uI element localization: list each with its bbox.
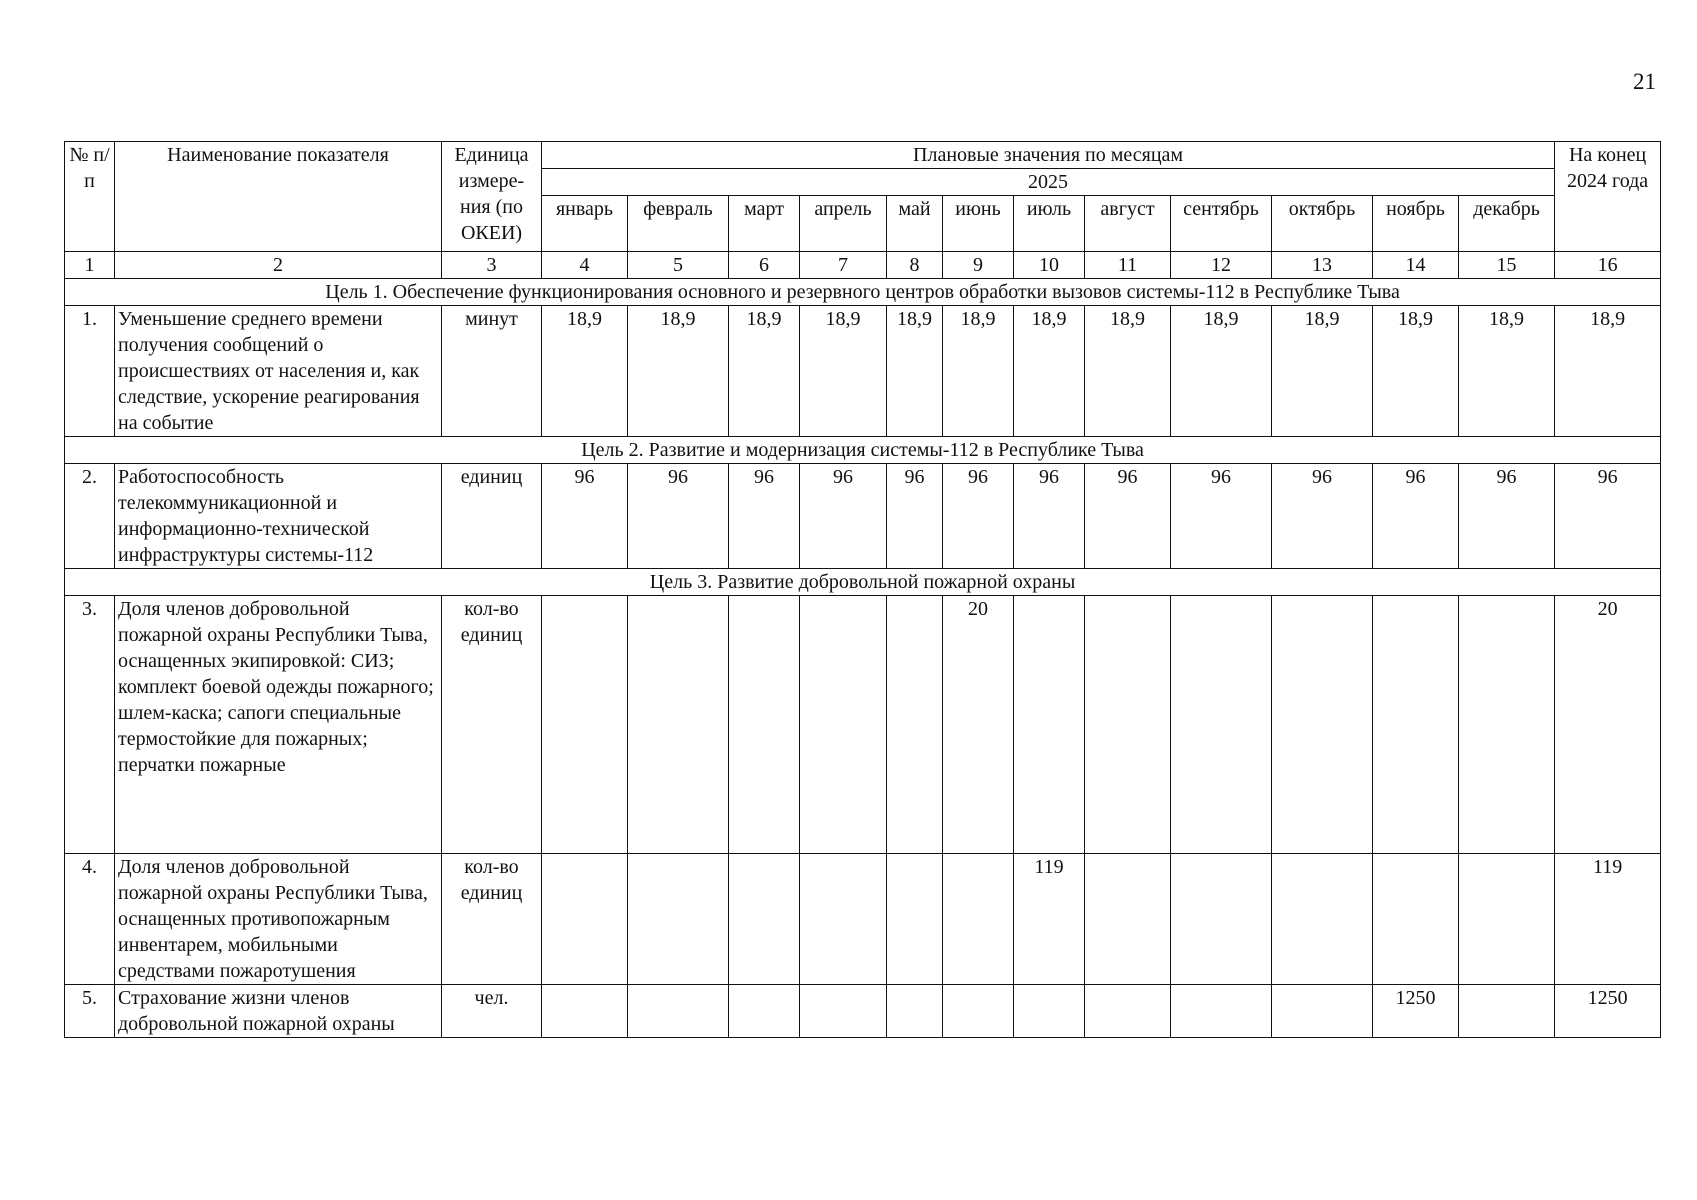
table-row	[65, 985, 1661, 1038]
month-value	[1014, 985, 1085, 1038]
column-number: 7	[800, 252, 887, 279]
table-row	[65, 596, 1661, 854]
month-value	[943, 985, 1014, 1038]
month-value	[887, 854, 943, 985]
month-value: 1250	[1373, 985, 1459, 1038]
col-header-end: На конец 2024 года	[1555, 142, 1661, 252]
month-value: 96	[1014, 464, 1085, 569]
month-value: 18,9	[542, 306, 628, 437]
month-header: май	[887, 196, 943, 252]
goal-row	[65, 279, 1661, 306]
month-value: 96	[1171, 464, 1272, 569]
month-header: сентябрь	[1171, 196, 1272, 252]
month-value	[542, 854, 628, 985]
column-number: 2	[115, 252, 442, 279]
column-number: 8	[887, 252, 943, 279]
col-header-num: № п/п	[65, 142, 115, 252]
end-value: 119	[1555, 854, 1661, 985]
month-value	[1272, 985, 1373, 1038]
row-num: 2.	[65, 464, 115, 569]
row-num: 1.	[65, 306, 115, 437]
month-value	[1085, 596, 1171, 854]
indicator-name: Доля членов добровольной пожарной охраны Республики Тыва, оснащенных противопожарным инвентарем, мобильными средствами пожаротушения	[115, 854, 442, 985]
column-number: 16	[1555, 252, 1661, 279]
month-value	[729, 596, 800, 854]
month-value: 18,9	[1085, 306, 1171, 437]
month-value	[729, 985, 800, 1038]
month-header: июнь	[943, 196, 1014, 252]
month-value: 96	[1085, 464, 1171, 569]
month-value: 20	[943, 596, 1014, 854]
month-value	[1014, 596, 1085, 854]
col-header-unit: Единица измере- ния (по ОКЕИ)	[442, 142, 542, 252]
month-value	[800, 596, 887, 854]
plan-values-table	[64, 141, 1661, 1038]
month-value: 96	[800, 464, 887, 569]
month-value	[1373, 596, 1459, 854]
indicator-name: Уменьшение среднего времени получения сообщений о происшествиях от населения и, как следствие, ускорение реагирования на событие	[115, 306, 442, 437]
month-value: 96	[1373, 464, 1459, 569]
column-number: 4	[542, 252, 628, 279]
month-value: 18,9	[1272, 306, 1373, 437]
month-value	[1171, 596, 1272, 854]
column-number: 15	[1459, 252, 1555, 279]
month-value	[887, 985, 943, 1038]
row-num: 5.	[65, 985, 115, 1038]
column-number: 9	[943, 252, 1014, 279]
goal-title: Цель 2. Развитие и модернизация системы-112 в Республике Тыва	[65, 437, 1661, 464]
month-value	[1459, 985, 1555, 1038]
month-value	[1085, 985, 1171, 1038]
table-row	[65, 306, 1661, 437]
unit: единиц	[442, 464, 542, 569]
indicator-name: Страхование жизни членов добровольной пожарной охраны	[115, 985, 442, 1038]
month-header: октябрь	[1272, 196, 1373, 252]
month-value: 18,9	[1014, 306, 1085, 437]
column-number: 3	[442, 252, 542, 279]
col-header-plan: Плановые значения по месяцам	[542, 142, 1555, 169]
month-value: 18,9	[943, 306, 1014, 437]
month-value: 18,9	[1373, 306, 1459, 437]
month-value	[887, 596, 943, 854]
month-value	[1459, 596, 1555, 854]
end-value: 20	[1555, 596, 1661, 854]
month-value	[1373, 854, 1459, 985]
row-num: 3.	[65, 596, 115, 854]
month-header: март	[729, 196, 800, 252]
column-number-row	[65, 252, 1661, 279]
month-value	[628, 854, 729, 985]
month-value	[1085, 854, 1171, 985]
month-value: 18,9	[628, 306, 729, 437]
column-number: 5	[628, 252, 729, 279]
unit: чел.	[442, 985, 542, 1038]
month-value: 18,9	[800, 306, 887, 437]
indicator-name: Доля членов добровольной пожарной охраны Республики Тыва, оснащенных экипировкой: СИЗ; комплект боевой одежды пожарного; шлем-каска; сапоги специальные термостойкие для пожарных; перчатки пожарные	[115, 596, 442, 854]
end-value: 1250	[1555, 985, 1661, 1038]
month-value	[800, 985, 887, 1038]
month-value: 96	[628, 464, 729, 569]
end-value: 96	[1555, 464, 1661, 569]
column-number: 14	[1373, 252, 1459, 279]
column-number: 13	[1272, 252, 1373, 279]
month-value	[943, 854, 1014, 985]
month-value	[1272, 596, 1373, 854]
month-value: 18,9	[729, 306, 800, 437]
month-value	[542, 596, 628, 854]
end-value: 18,9	[1555, 306, 1661, 437]
month-header: январь	[542, 196, 628, 252]
unit: минут	[442, 306, 542, 437]
month-value	[800, 854, 887, 985]
row-num: 4.	[65, 854, 115, 985]
month-value: 18,9	[887, 306, 943, 437]
header-row-1	[65, 142, 1661, 169]
month-header: ноябрь	[1373, 196, 1459, 252]
page-number: 21	[1633, 69, 1656, 94]
col-header-year: 2025	[542, 169, 1555, 196]
col-header-name: Наименование показателя	[115, 142, 442, 252]
column-number: 11	[1085, 252, 1171, 279]
goal-title: Цель 3. Развитие добровольной пожарной охраны	[65, 569, 1661, 596]
month-value	[542, 985, 628, 1038]
table-row	[65, 854, 1661, 985]
month-value	[628, 596, 729, 854]
month-value: 119	[1014, 854, 1085, 985]
month-value	[1171, 985, 1272, 1038]
column-number: 12	[1171, 252, 1272, 279]
month-value: 96	[542, 464, 628, 569]
table-row	[65, 464, 1661, 569]
month-value: 96	[729, 464, 800, 569]
month-header: апрель	[800, 196, 887, 252]
month-value	[1171, 854, 1272, 985]
month-value: 96	[1272, 464, 1373, 569]
month-header: февраль	[628, 196, 729, 252]
goal-row	[65, 437, 1661, 464]
unit: кол-во единиц	[442, 596, 542, 854]
month-header: август	[1085, 196, 1171, 252]
month-header: декабрь	[1459, 196, 1555, 252]
indicator-name: Работоспособность телекоммуникационной и информационно-технической инфраструктуры системы-112	[115, 464, 442, 569]
month-value	[729, 854, 800, 985]
month-value: 96	[1459, 464, 1555, 569]
month-value: 18,9	[1171, 306, 1272, 437]
month-value: 96	[943, 464, 1014, 569]
goal-title: Цель 1. Обеспечение функционирования основного и резервного центров обработки вызовов системы-112 в Республике Тыва	[65, 279, 1661, 306]
column-number: 1	[65, 252, 115, 279]
month-value: 96	[887, 464, 943, 569]
goal-row	[65, 569, 1661, 596]
month-header: июль	[1014, 196, 1085, 252]
month-value	[1272, 854, 1373, 985]
month-value	[1459, 854, 1555, 985]
column-number: 6	[729, 252, 800, 279]
month-value: 18,9	[1459, 306, 1555, 437]
column-number: 10	[1014, 252, 1085, 279]
unit: кол-во единиц	[442, 854, 542, 985]
month-value	[628, 985, 729, 1038]
